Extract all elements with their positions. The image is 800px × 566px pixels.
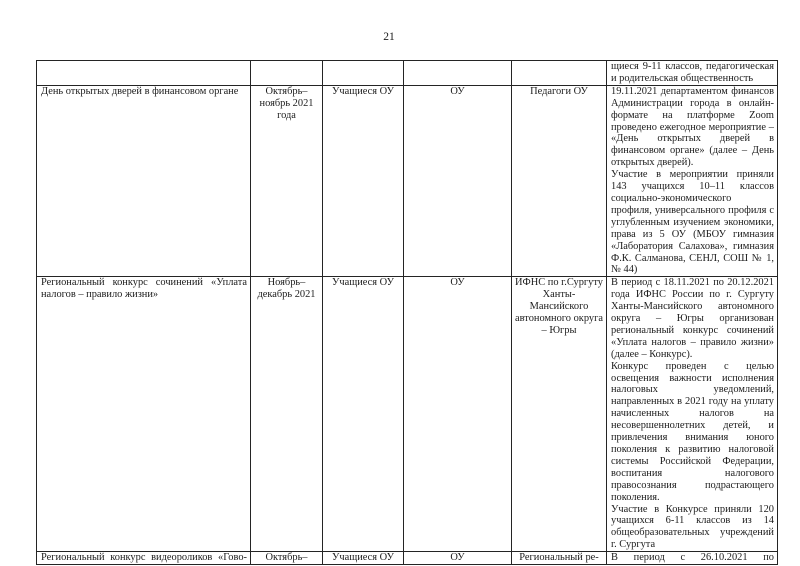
organizer-text: ОУ [450, 85, 465, 97]
cell-organizer [404, 552, 512, 565]
cell-summary [607, 85, 778, 277]
period-text: Октябрь– [265, 552, 308, 564]
cell-period [251, 277, 323, 552]
cell-organizer [404, 85, 512, 277]
cell-participants [323, 277, 404, 552]
table-row [37, 552, 778, 565]
period-text: Ноябрь–декабрь 2021 [257, 277, 316, 301]
partners-text: Региональный ре- [519, 552, 599, 564]
cell-partners [512, 61, 607, 86]
cell-activity [37, 552, 251, 565]
table-row [37, 277, 778, 552]
activity-text: Региональный конкурс сочинений «Уплата налогов – правило жизни» [41, 277, 247, 301]
table-row [37, 85, 778, 277]
participants-text: Учащиеся ОУ [332, 552, 394, 564]
cell-partners [512, 277, 607, 552]
summary-paragraph: 19.11.2021 департаментом финансов Администрации города в онлайн-формате на платформе Zoom проведено ежегодное мероприятие – «День открытых дверей в финансовом органе» (далее – День открытых дверей). [611, 85, 774, 169]
organizer-text: ОУ [450, 277, 465, 289]
organizer-text: ОУ [450, 552, 465, 564]
activity-text: День открытых дверей в финансовом органе [41, 85, 239, 97]
cell-organizer [404, 277, 512, 552]
cell-organizer [404, 61, 512, 86]
cell-participants [323, 552, 404, 565]
cell-summary [607, 277, 778, 552]
cell-summary [607, 552, 778, 565]
table-row [37, 61, 778, 86]
cell-period [251, 552, 323, 565]
partners-text: ИФНС по г.Сургуту Ханты-Мансийского автономного округа – Югры [515, 277, 603, 336]
cell-participants [323, 61, 404, 86]
cell-partners [512, 552, 607, 565]
summary-paragraph: В период с 18.11.2021 по 20.12.2021 года ИФНС России по г. Сургуту Ханты-Мансийского автономного округа – Югры организован региональный конкурс сочинений «Уплата налогов – правило жизни» (далее – Конкурс). [611, 277, 774, 360]
participants-text: Учащиеся ОУ [332, 277, 394, 289]
summary-paragraph: Конкурс проведен с целью освещения важности исполнения налоговых уведомлений, направленных в 2021 году на уплату начисленных налогов на несовершеннолетних детей, и привлечения внимания юного поколения к развитию налоговой системы Российской Федерации, воспитания налогового правосознания подрастающего поколения. [611, 360, 774, 503]
cell-participants [323, 85, 404, 277]
participants-text: Учащиеся ОУ [332, 85, 394, 97]
cell-period [251, 85, 323, 277]
events-table [36, 60, 778, 565]
partners-text: Педагоги ОУ [530, 85, 588, 97]
summary-paragraph: щиеся 9-11 классов, педагогическая и родительская общественность [611, 61, 774, 84]
summary-paragraph: В период с 26.10.2021 по [611, 552, 774, 564]
cell-partners [512, 85, 607, 277]
page-number: 21 [383, 31, 395, 43]
summary-paragraph: Участие в Конкурсе приняли 120 учащихся 6-11 классов из 14 общеобразовательных учреждений г. Сургута [611, 503, 774, 551]
activity-text: Региональный конкурс видеороликов «Гово- [41, 552, 247, 564]
summary-paragraph: Участие в мероприятии приняли 143 учащихся 10–11 классов социально-экономического профиля, универсального профиля с углубленным изучением экономики, права из 5 ОУ (МБОУ гимназия «Лаборатория Салахова», гимназия Ф.К. Салманова, СЕНЛ, СОШ № 1, № 44) [611, 169, 774, 276]
cell-activity [37, 277, 251, 552]
cell-activity [37, 61, 251, 86]
period-text: Октябрь–ноябрь 2021 года [259, 85, 314, 121]
cell-summary [607, 61, 778, 86]
cell-period [251, 61, 323, 86]
cell-activity [37, 85, 251, 277]
